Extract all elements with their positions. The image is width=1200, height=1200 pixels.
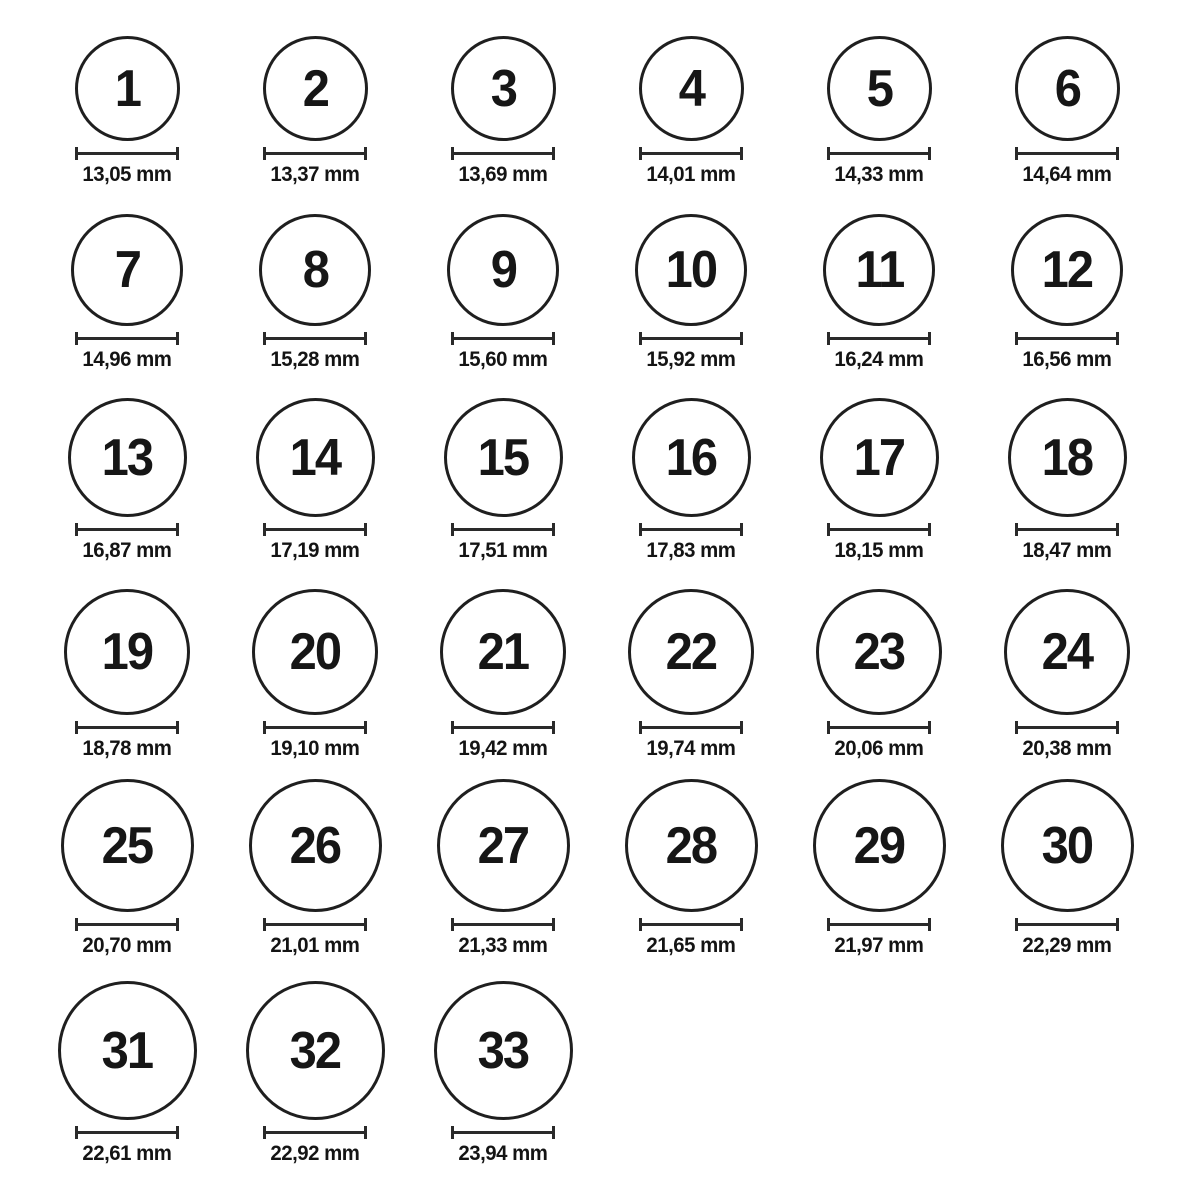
ring-circle xyxy=(625,779,758,912)
measure-tick-right xyxy=(1116,918,1119,931)
diameter-measure-line xyxy=(827,332,931,345)
measure-tick-right xyxy=(552,332,555,345)
ring-size-number: 14 xyxy=(289,428,341,487)
diameter-label: 15,92 mm xyxy=(646,348,736,372)
diameter-measure-line xyxy=(451,523,555,536)
ring-size-number: 30 xyxy=(1041,816,1093,875)
diameter-measure-line xyxy=(75,523,179,536)
ring-size-cell xyxy=(33,214,221,371)
measure-tick-right xyxy=(928,523,931,536)
ring-circle xyxy=(816,589,942,715)
measure-bar xyxy=(639,923,743,926)
measure-tick-right xyxy=(1116,721,1119,734)
diameter-measure-line xyxy=(827,721,931,734)
ring-circle xyxy=(628,589,754,715)
measure-bar xyxy=(639,528,743,531)
ring-circle xyxy=(58,981,197,1120)
measure-tick-right xyxy=(740,523,743,536)
diameter-measure-line xyxy=(451,721,555,734)
ring-size-cell xyxy=(597,589,785,760)
ring-size-number: 27 xyxy=(477,816,529,875)
ring-size-cell xyxy=(597,398,785,562)
diameter-measure-line xyxy=(263,332,367,345)
ring-size-number: 10 xyxy=(665,241,717,300)
measure-bar xyxy=(827,152,931,155)
diameter-label: 14,33 mm xyxy=(834,163,924,186)
ring-circle xyxy=(447,214,559,326)
ring-size-cell xyxy=(973,589,1161,760)
diameter-measure-line xyxy=(639,721,743,734)
ring-size-number: 24 xyxy=(1041,623,1093,682)
ring-size-cell xyxy=(597,214,785,371)
ring-size-cell xyxy=(785,36,973,186)
diameter-label: 16,87 mm xyxy=(82,539,172,563)
ring-circle xyxy=(64,589,190,715)
measure-bar xyxy=(1015,337,1119,340)
diameter-measure-line xyxy=(1015,721,1119,734)
diameter-measure-line xyxy=(75,332,179,345)
ring-size-cell xyxy=(409,214,597,371)
ring-circle xyxy=(75,36,180,141)
diameter-label: 13,05 mm xyxy=(82,163,172,186)
ring-circle xyxy=(1001,779,1134,912)
chart-row xyxy=(33,36,1161,186)
measure-tick-right xyxy=(176,147,179,160)
ring-size-number: 25 xyxy=(101,816,153,875)
measure-bar xyxy=(75,1131,179,1134)
diameter-label: 18,15 mm xyxy=(834,539,924,563)
ring-circle xyxy=(263,36,368,141)
diameter-label: 15,60 mm xyxy=(458,348,548,372)
diameter-measure-line xyxy=(639,147,743,160)
measure-bar xyxy=(75,923,179,926)
measure-bar xyxy=(827,923,931,926)
measure-bar xyxy=(263,152,367,155)
measure-tick-right xyxy=(176,1126,179,1139)
diameter-measure-line xyxy=(1015,332,1119,345)
ring-size-number: 19 xyxy=(101,623,153,682)
ring-circle xyxy=(440,589,566,715)
diameter-label: 15,28 mm xyxy=(270,348,360,372)
ring-size-cell xyxy=(409,779,597,957)
diameter-label: 16,24 mm xyxy=(834,348,924,372)
diameter-label: 22,92 mm xyxy=(270,1142,360,1166)
ring-size-cell xyxy=(973,779,1161,957)
ring-circle xyxy=(823,214,935,326)
diameter-measure-line xyxy=(827,523,931,536)
ring-size-cell xyxy=(785,398,973,562)
ring-circle xyxy=(820,398,939,517)
ring-circle xyxy=(71,214,183,326)
measure-bar xyxy=(1015,152,1119,155)
measure-bar xyxy=(75,726,179,729)
ring-size-cell xyxy=(33,36,221,186)
measure-tick-right xyxy=(552,721,555,734)
ring-size-cell xyxy=(33,398,221,562)
chart-row xyxy=(33,398,1161,562)
ring-size-cell xyxy=(33,589,221,760)
measure-tick-right xyxy=(176,721,179,734)
diameter-measure-line xyxy=(639,332,743,345)
ring-circle xyxy=(68,398,187,517)
ring-size-number: 2 xyxy=(302,59,328,118)
diameter-label: 18,47 mm xyxy=(1022,539,1112,563)
diameter-measure-line xyxy=(75,721,179,734)
measure-tick-right xyxy=(364,147,367,160)
measure-bar xyxy=(1015,528,1119,531)
measure-bar xyxy=(75,528,179,531)
diameter-label: 17,51 mm xyxy=(458,539,548,563)
measure-tick-right xyxy=(176,332,179,345)
diameter-label: 21,97 mm xyxy=(834,934,924,958)
ring-size-number: 33 xyxy=(477,1021,529,1080)
ring-size-cell xyxy=(221,589,409,760)
diameter-label: 14,01 mm xyxy=(646,163,736,186)
measure-bar xyxy=(263,337,367,340)
ring-size-number: 20 xyxy=(289,623,341,682)
measure-tick-right xyxy=(740,332,743,345)
ring-circle xyxy=(1011,214,1123,326)
ring-size-number: 17 xyxy=(853,428,905,487)
ring-circle xyxy=(259,214,371,326)
measure-bar xyxy=(827,337,931,340)
diameter-measure-line xyxy=(75,1126,179,1139)
diameter-label: 13,37 mm xyxy=(270,163,360,186)
ring-size-number: 16 xyxy=(665,428,717,487)
ring-size-cell xyxy=(973,36,1161,186)
chart-row xyxy=(33,981,1161,1165)
diameter-label: 22,29 mm xyxy=(1022,934,1112,958)
measure-tick-right xyxy=(740,918,743,931)
ring-size-number: 28 xyxy=(665,816,717,875)
diameter-label: 17,19 mm xyxy=(270,539,360,563)
diameter-label: 19,74 mm xyxy=(646,737,736,761)
measure-bar xyxy=(263,528,367,531)
measure-tick-right xyxy=(552,1126,555,1139)
diameter-label: 20,06 mm xyxy=(834,737,924,761)
ring-size-cell xyxy=(221,981,409,1165)
ring-size-cell xyxy=(597,36,785,186)
ring-circle xyxy=(1004,589,1130,715)
ring-size-cell xyxy=(409,981,597,1165)
diameter-measure-line xyxy=(827,147,931,160)
ring-size-cell xyxy=(973,214,1161,371)
measure-bar xyxy=(451,923,555,926)
ring-circle xyxy=(635,214,747,326)
ring-size-number: 6 xyxy=(1054,59,1080,118)
measure-tick-right xyxy=(928,721,931,734)
measure-bar xyxy=(263,726,367,729)
measure-tick-right xyxy=(928,332,931,345)
ring-size-cell xyxy=(33,779,221,957)
ring-size-cell xyxy=(785,589,973,760)
ring-size-number: 32 xyxy=(289,1021,341,1080)
ring-circle xyxy=(61,779,194,912)
diameter-measure-line xyxy=(451,332,555,345)
ring-size-cell xyxy=(597,779,785,957)
ring-circle xyxy=(256,398,375,517)
diameter-measure-line xyxy=(827,918,931,931)
diameter-label: 18,78 mm xyxy=(82,737,172,761)
measure-tick-right xyxy=(928,147,931,160)
diameter-measure-line xyxy=(75,147,179,160)
ring-circle xyxy=(252,589,378,715)
measure-bar xyxy=(451,152,555,155)
ring-size-number: 22 xyxy=(665,623,717,682)
measure-bar xyxy=(75,152,179,155)
measure-tick-right xyxy=(364,332,367,345)
diameter-measure-line xyxy=(1015,918,1119,931)
ring-size-cell xyxy=(221,779,409,957)
measure-tick-right xyxy=(1116,147,1119,160)
diameter-label: 21,65 mm xyxy=(646,934,736,958)
measure-bar xyxy=(451,337,555,340)
measure-bar xyxy=(1015,923,1119,926)
ring-circle xyxy=(1008,398,1127,517)
ring-circle xyxy=(1015,36,1120,141)
ring-size-cell xyxy=(33,981,221,1165)
ring-circle xyxy=(434,981,573,1120)
measure-tick-right xyxy=(928,918,931,931)
measure-tick-right xyxy=(1116,332,1119,345)
ring-size-cell xyxy=(785,779,973,957)
ring-size-cell xyxy=(221,36,409,186)
ring-circle xyxy=(639,36,744,141)
diameter-measure-line xyxy=(639,523,743,536)
diameter-label: 19,10 mm xyxy=(270,737,360,761)
ring-size-number: 7 xyxy=(114,241,140,300)
ring-circle xyxy=(249,779,382,912)
diameter-measure-line xyxy=(451,918,555,931)
diameter-measure-line xyxy=(451,1126,555,1139)
diameter-label: 22,61 mm xyxy=(82,1142,172,1166)
diameter-measure-line xyxy=(451,147,555,160)
measure-bar xyxy=(75,337,179,340)
measure-bar xyxy=(639,726,743,729)
chart-row xyxy=(33,589,1161,760)
diameter-measure-line xyxy=(1015,523,1119,536)
measure-tick-right xyxy=(552,918,555,931)
diameter-label: 20,70 mm xyxy=(82,934,172,958)
diameter-measure-line xyxy=(1015,147,1119,160)
ring-size-number: 13 xyxy=(101,428,153,487)
measure-bar xyxy=(451,528,555,531)
ring-size-number: 29 xyxy=(853,816,905,875)
diameter-label: 14,96 mm xyxy=(82,348,172,372)
measure-bar xyxy=(1015,726,1119,729)
ring-circle xyxy=(451,36,556,141)
ring-circle xyxy=(813,779,946,912)
ring-size-number: 5 xyxy=(866,59,892,118)
measure-bar xyxy=(639,152,743,155)
measure-tick-right xyxy=(176,523,179,536)
ring-size-number: 4 xyxy=(678,59,704,118)
ring-size-number: 18 xyxy=(1041,428,1093,487)
ring-size-number: 15 xyxy=(477,428,529,487)
ring-size-number: 1 xyxy=(114,59,140,118)
chart-row xyxy=(33,214,1161,371)
measure-bar xyxy=(827,726,931,729)
measure-bar xyxy=(639,337,743,340)
ring-size-number: 23 xyxy=(853,623,905,682)
ring-size-cell xyxy=(785,214,973,371)
measure-tick-right xyxy=(552,147,555,160)
measure-bar xyxy=(827,528,931,531)
ring-size-cell xyxy=(409,36,597,186)
ring-circle xyxy=(246,981,385,1120)
measure-bar xyxy=(263,923,367,926)
ring-size-number: 21 xyxy=(477,623,529,682)
measure-tick-right xyxy=(1116,523,1119,536)
diameter-label: 23,94 mm xyxy=(458,1142,548,1166)
measure-tick-right xyxy=(176,918,179,931)
measure-tick-right xyxy=(364,918,367,931)
measure-bar xyxy=(451,1131,555,1134)
measure-bar xyxy=(263,1131,367,1134)
ring-size-number: 9 xyxy=(490,241,516,300)
diameter-measure-line xyxy=(639,918,743,931)
diameter-measure-line xyxy=(263,523,367,536)
diameter-label: 13,69 mm xyxy=(458,163,548,186)
measure-tick-right xyxy=(364,523,367,536)
ring-circle xyxy=(827,36,932,141)
ring-size-cell xyxy=(973,398,1161,562)
diameter-label: 16,56 mm xyxy=(1022,348,1112,372)
ring-size-cell xyxy=(409,398,597,562)
ring-size-number: 11 xyxy=(855,241,903,300)
diameter-measure-line xyxy=(75,918,179,931)
ring-size-cell xyxy=(409,589,597,760)
measure-bar xyxy=(451,726,555,729)
ring-size-number: 26 xyxy=(289,816,341,875)
measure-tick-right xyxy=(364,721,367,734)
chart-row xyxy=(33,779,1161,957)
ring-circle xyxy=(437,779,570,912)
ring-size-number: 31 xyxy=(101,1021,153,1080)
diameter-label: 17,83 mm xyxy=(646,539,736,563)
diameter-label: 14,64 mm xyxy=(1022,163,1112,186)
ring-size-number: 3 xyxy=(490,59,516,118)
diameter-label: 20,38 mm xyxy=(1022,737,1112,761)
ring-size-number: 12 xyxy=(1041,241,1093,300)
diameter-measure-line xyxy=(263,147,367,160)
ring-circle xyxy=(632,398,751,517)
measure-tick-right xyxy=(364,1126,367,1139)
diameter-label: 19,42 mm xyxy=(458,737,548,761)
ring-size-number: 8 xyxy=(302,241,328,300)
diameter-measure-line xyxy=(263,918,367,931)
diameter-measure-line xyxy=(263,721,367,734)
diameter-measure-line xyxy=(263,1126,367,1139)
diameter-label: 21,01 mm xyxy=(270,934,360,958)
ring-circle xyxy=(444,398,563,517)
measure-tick-right xyxy=(740,721,743,734)
measure-tick-right xyxy=(740,147,743,160)
measure-tick-right xyxy=(552,523,555,536)
ring-size-cell xyxy=(221,398,409,562)
ring-size-cell xyxy=(221,214,409,371)
diameter-label: 21,33 mm xyxy=(458,934,548,958)
